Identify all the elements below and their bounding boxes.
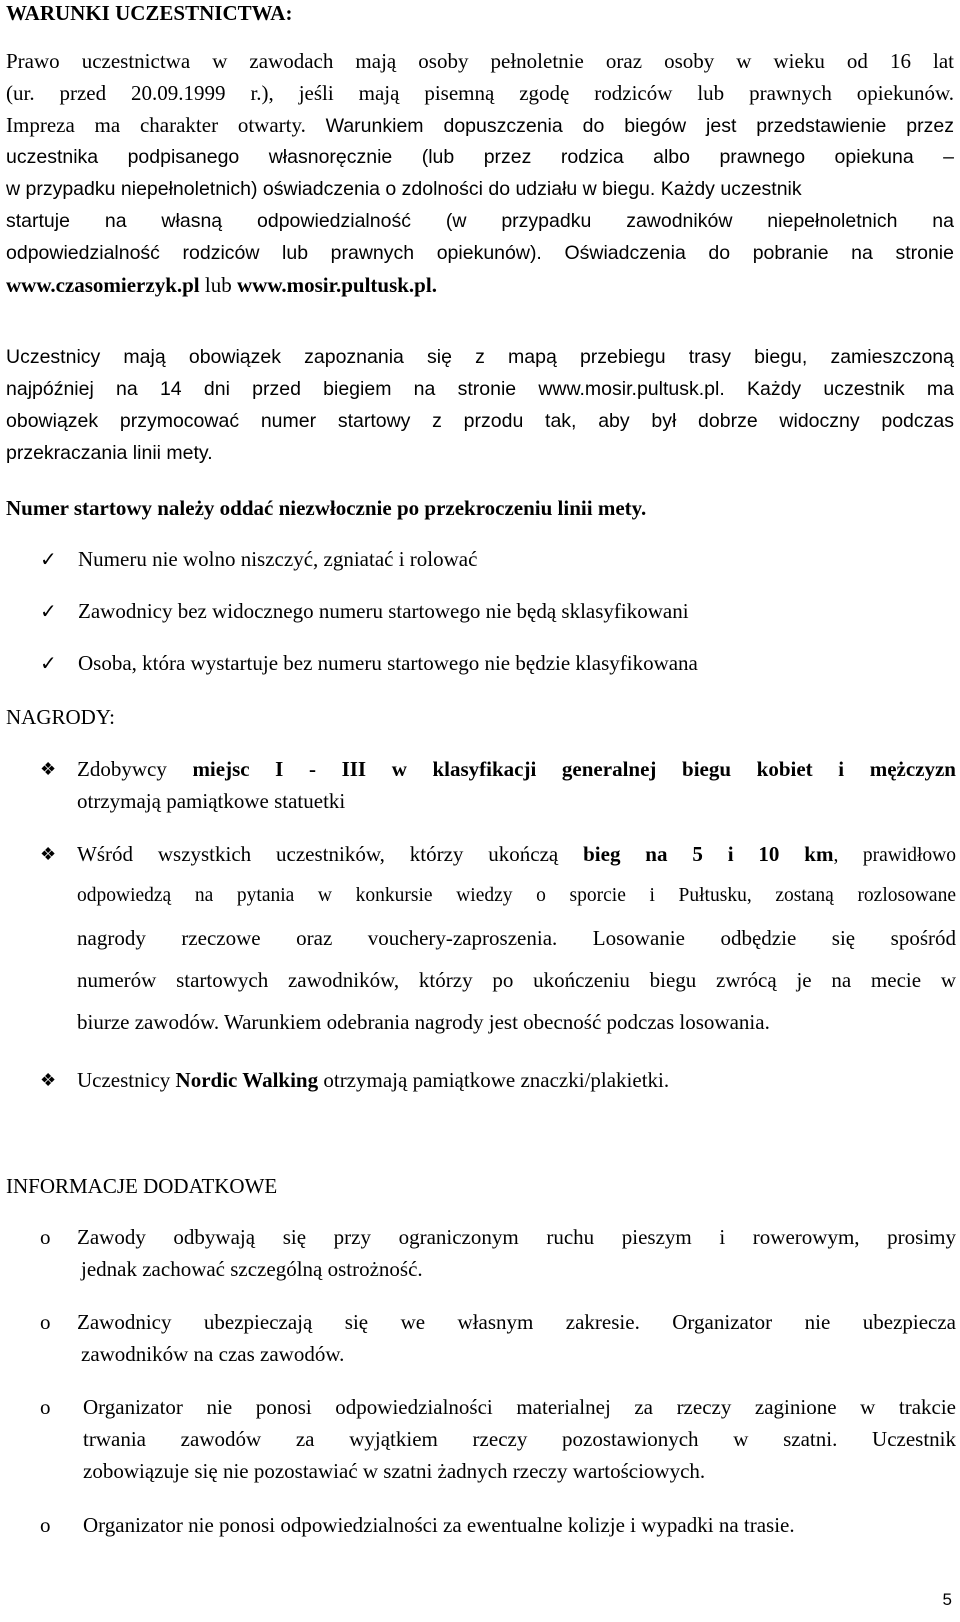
text-line: otrzymają pamiątkowe statuetki: [77, 789, 346, 813]
text-line: biurze zawodów. Warunkiem odebrania nagrody jest obecność podczas losowania.: [77, 1010, 770, 1034]
check-list-item: [40, 595, 689, 627]
text-line: przekraczania linii mety.: [6, 442, 213, 464]
prize-list-item: [40, 753, 956, 817]
circle-bullet-icon: o: [40, 1225, 51, 1249]
text-line: startuje na własną odpowiedzialność (w przypadku zawodników niepełnoletnich na: [6, 210, 954, 232]
link-mosir[interactable]: www.mosir.pultusk.pl.: [236, 273, 437, 297]
text-line: trwania zawodów za wyjątkiem rzeczy pozostawionych w szatni. Uczestnik: [83, 1427, 956, 1451]
checkmark-icon: ✓: [40, 601, 57, 623]
text-line: [6, 269, 954, 301]
circle-bullet-icon: o: [40, 1395, 51, 1419]
list-item-body: [77, 838, 956, 1038]
list-item-text: Zawodnicy bez widocznego numeru startowego nie będą sklasyfikowani: [78, 599, 689, 623]
text-line: Organizator nie ponosi odpowiedzialności materialnej za rzeczy zaginione w trakcie: [83, 1395, 956, 1419]
diamond-bullet-icon: ❖: [40, 759, 57, 779]
paragraph-warunki-2: [6, 341, 954, 469]
text-line: (ur. przed 20.09.1999 r.), jeśli mają pisemną zgodę rodziców lub prawnych opiekunów.: [6, 81, 954, 105]
text-span: Wśród wszystkich uczestników, którzy ukończą: [77, 842, 584, 866]
text-line: [77, 838, 956, 880]
page-number: 5: [942, 1590, 952, 1609]
section-heading-warunki: WARUNKI UCZESTNICTWA:: [6, 1, 293, 25]
text-span: Uczestnicy: [77, 1068, 176, 1092]
text-line: odpowiedzialność rodziców lub prawnych opiekunów). Oświadczenia do pobranie na stronie: [6, 242, 954, 264]
text-span: otrzymają pamiątkowe znaczki/plakietki.: [318, 1068, 670, 1092]
text-line: Prawo uczestnictwa w zawodach mają osoby pełnoletnie oraz osoby w wieku od 16 lat: [6, 49, 954, 73]
diamond-bullet-icon: ❖: [40, 844, 57, 864]
text-line: najpóźniej na 14 dni przed biegiem na stronie www.mosir.pultusk.pl. Każdy uczestnik ma: [6, 378, 954, 400]
text-line: [6, 173, 954, 205]
info-list-item: [40, 1221, 956, 1285]
text-span-bold: bieg na 5 i 10 km: [583, 842, 834, 866]
text-line: Zawodnicy ubezpieczają się we własnym zakresie. Organizator nie ubezpiecza: [77, 1310, 956, 1334]
list-item-body: [77, 1306, 956, 1370]
list-item-body: [77, 753, 956, 817]
text-span: , prawidłowo: [833, 845, 956, 866]
text-line: jednak zachować szczególną ostrożność.: [81, 1257, 423, 1281]
text-span: Zdobywcy: [77, 757, 193, 781]
circle-bullet-icon: o: [40, 1310, 51, 1334]
list-item-body: [77, 1064, 956, 1096]
circle-bullet-icon: o: [40, 1513, 51, 1537]
text-line: uczestnika podpisanego własnoręcznie (lub przez rodzica albo prawnego opiekuna –: [6, 146, 954, 168]
text-line: zawodników na czas zawodów.: [81, 1342, 345, 1366]
diamond-bullet-icon: ❖: [40, 1070, 57, 1090]
list-item-body: [83, 1391, 956, 1487]
prize-list-item: [40, 838, 956, 1048]
text-span: w przypadku niepełnoletnich) oświadczenia o zdolności do udziału w biegu.: [6, 178, 656, 200]
info-list-item: [40, 1509, 956, 1541]
list-item-body: [83, 1509, 956, 1541]
text-span: Impreza ma charakter otwarty.: [6, 113, 326, 137]
paragraph-warunki-1: [6, 45, 954, 301]
prize-list-item: [40, 1064, 956, 1096]
section-heading-informacje: INFORMACJE DODATKOWE: [6, 1174, 278, 1198]
text-span: Każdy uczestnik: [655, 178, 802, 200]
checkmark-icon: ✓: [40, 653, 57, 675]
list-item-text: Numeru nie wolno niszczyć, zgniatać i rolować: [78, 547, 478, 571]
text-line: [6, 109, 954, 141]
text-line: Zawody odbywają się przy ograniczonym ruchu pieszym i rowerowym, prosimy: [77, 1225, 956, 1249]
check-list-item: [40, 647, 698, 679]
list-item-text: Osoba, która wystartuje bez numeru startowego nie będzie klasyfikowana: [78, 651, 698, 675]
text-line: odpowiedzą na pytania w konkursie wiedzy o sporcie i Pułtusku, zostaną rozlosowane: [77, 885, 956, 906]
list-item-body: [77, 1221, 956, 1285]
text-span-bold: miejsc I - III w klasyfikacji generalnej biegu kobiet i mężczyzn: [192, 757, 956, 781]
text-line: nagrody rzeczowe oraz vouchery-zaproszenia. Losowanie odbędzie się spośród: [77, 926, 956, 950]
section-heading-nagrody: NAGRODY:: [6, 705, 115, 729]
text-span: lub: [199, 273, 237, 297]
check-list-item: [40, 543, 477, 575]
bold-notice: Numer startowy należy oddać niezwłocznie po przekroczeniu linii mety.: [6, 496, 647, 520]
text-line: [77, 1064, 956, 1096]
text-line: Organizator nie ponosi odpowiedzialności za ewentualne kolizje i wypadki na trasie.: [83, 1513, 795, 1537]
text-line: Uczestnicy mają obowiązek zapoznania się z mapą przebiegu trasy biegu, zamieszczoną: [6, 346, 954, 368]
checkmark-icon: ✓: [40, 549, 57, 571]
text-line: zobowiązuje się nie pozostawiać w szatni żadnych rzeczy wartościowych.: [83, 1459, 706, 1483]
info-list-item: [40, 1391, 956, 1487]
text-span: Warunkiem dopuszczenia do biegów jest przedstawienie przez: [325, 115, 954, 137]
text-line: [77, 753, 956, 785]
link-czasomierzyk[interactable]: www.czasomierzyk.pl: [6, 273, 200, 297]
text-span-bold: Nordic Walking: [175, 1068, 319, 1092]
text-line: numerów startowych zawodników, którzy po ukończeniu biegu zwrócą je na mecie w: [77, 968, 956, 992]
info-list-item: [40, 1306, 956, 1370]
text-line: obowiązek przymocować numer startowy z przodu tak, aby był dobrze widoczny podczas: [6, 410, 954, 432]
